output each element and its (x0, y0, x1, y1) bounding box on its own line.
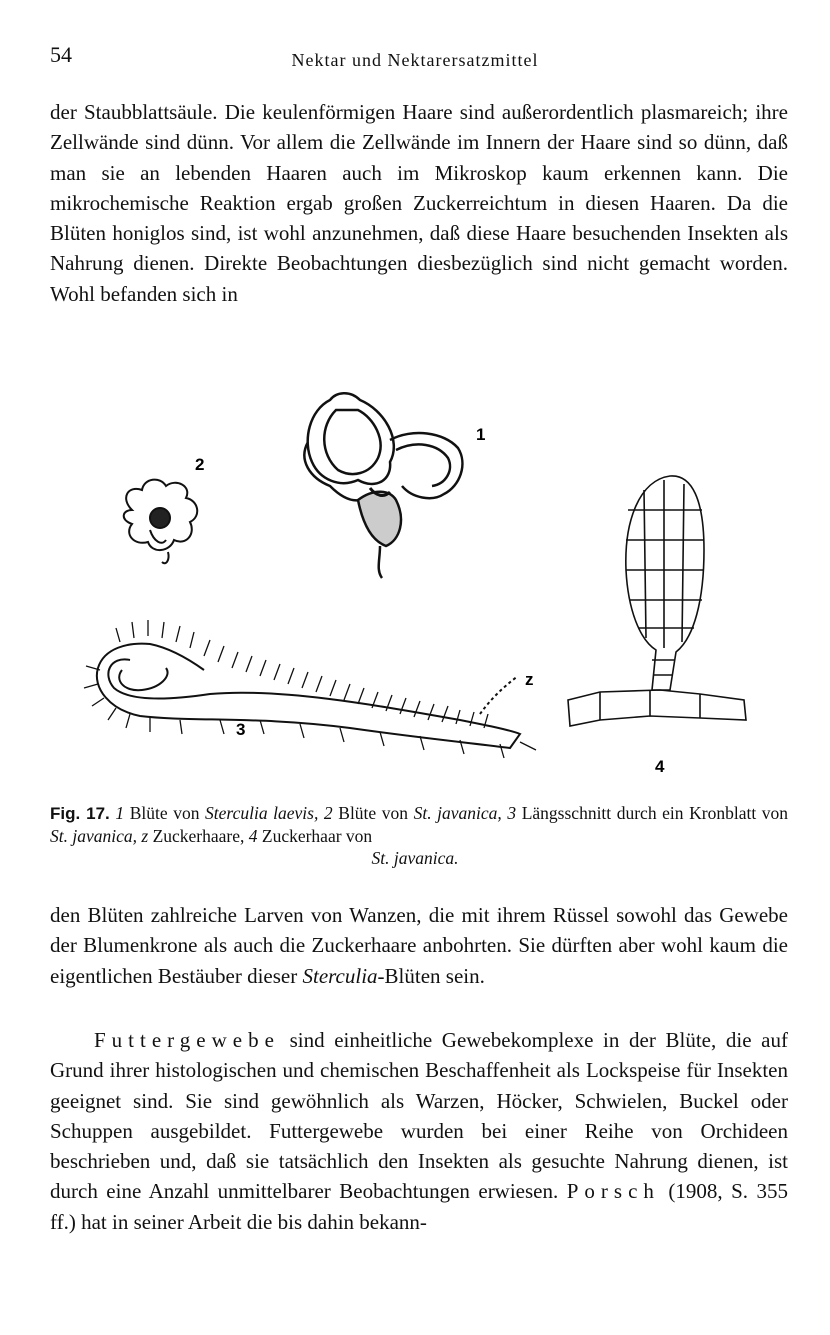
caption-num-2: 2 (318, 803, 333, 823)
caption-species-3: St. javanica, (50, 826, 137, 846)
paragraph-1: der Staubblattsäule. Die keulenförmigen Haare sind außerordentlich plasmareich; ihre Zellwände sind dünn. Vor allem die Zellwände im Innern der Haare sind so dünn, daß man sie an lebenden Haaren auch im Mikroskop kaum erkennen kann. Die mikrochemische Reaktion ergab großen Zuckerreichtum in diesen Haaren. Da die Blüten honiglos sind, ist wohl anzunehmen, daß diese Haare besuchenden Insekten als Nahrung dienen. Direkte Beobachtungen diesbezüglich sind nicht gemacht worden. Wohl befanden sich in (50, 100, 788, 306)
caption-num-3: 3 (501, 803, 517, 823)
drawing-sugar-hair-4 (568, 476, 746, 726)
caption-figure-number: Fig. 17. (50, 804, 110, 823)
author-porsch: Porsch (566, 1179, 660, 1204)
figure-label-3: 3 (236, 720, 246, 739)
running-head: Nektar und Nektarersatzmittel (291, 50, 539, 70)
caption-species-last: St. javanica. (371, 848, 459, 868)
paragraph-2 (50, 900, 788, 991)
caption-species-1: Sterculia laevis, (205, 803, 319, 823)
paragraph-3 (50, 1025, 788, 1237)
paragraph-3-citation: (1908, S. 355 ff.) hat in seiner Arbeit die bis dahin bekann- (50, 1179, 788, 1234)
figure-label-4: 4 (655, 757, 665, 776)
drawing-flower-1 (304, 393, 462, 578)
caption-text-2: Blüte von (332, 803, 414, 823)
drawing-flower-2 (124, 480, 198, 564)
caption-num-z: z (137, 826, 149, 846)
caption-num-1: 1 (115, 803, 125, 823)
caption-text-5: Zuckerhaar von (257, 826, 373, 846)
paragraph-2-text: den Blüten zahlreiche Larven von Wanzen, die mit ihrem Rüssel sowohl das Gewebe der Blumenkrone als auch die Zuckerhaare anbohrten. Sie dürften aber wohl kaum die eigentlichen Bestäuber dieser (50, 903, 788, 988)
caption-species-2: St. javanica, (413, 803, 502, 823)
figure-caption (50, 802, 788, 848)
drawing-petal-section-3 (84, 620, 536, 758)
paragraph-3-body: sind einheitliche Gewebekomplexe in der Blüte, die auf Grund ihrer histologischen und chemischen Beschaffenheit als Lockspeise für Insekten geeignet sind. Sie sind gewöhnlich als Warzen, Höcker, Schwielen, Buckel oder Schuppen ausgebildet. Futtergewebe wurden bei einer Reihe von Orchideen beschrieben und, daß sie tatsächlich den Insekten als gesuchte Nahrung dienen, ist durch eine Anzahl unmittelbarer Beobachtungen erwiesen. (50, 1028, 788, 1204)
caption-text-4: Zuckerhaare, (148, 826, 249, 846)
page-number: 54 (50, 42, 72, 67)
caption-text-1: Blüte von (124, 803, 206, 823)
caption-num-4: 4 (248, 826, 258, 846)
paragraph-2-genus: Sterculia (302, 963, 378, 988)
caption-text-3: Längsschnitt durch ein Kronblatt von (516, 803, 789, 823)
figure-17 (40, 370, 790, 790)
figure-illustration (40, 370, 790, 790)
paragraph-2-end: -Blüten sein. (377, 963, 485, 988)
figure-label-1: 1 (476, 425, 486, 444)
figure-label-2: 2 (195, 455, 205, 474)
term-futtergewebe: Futtergewebe (94, 1028, 280, 1052)
figure-label-z: z (525, 670, 534, 689)
